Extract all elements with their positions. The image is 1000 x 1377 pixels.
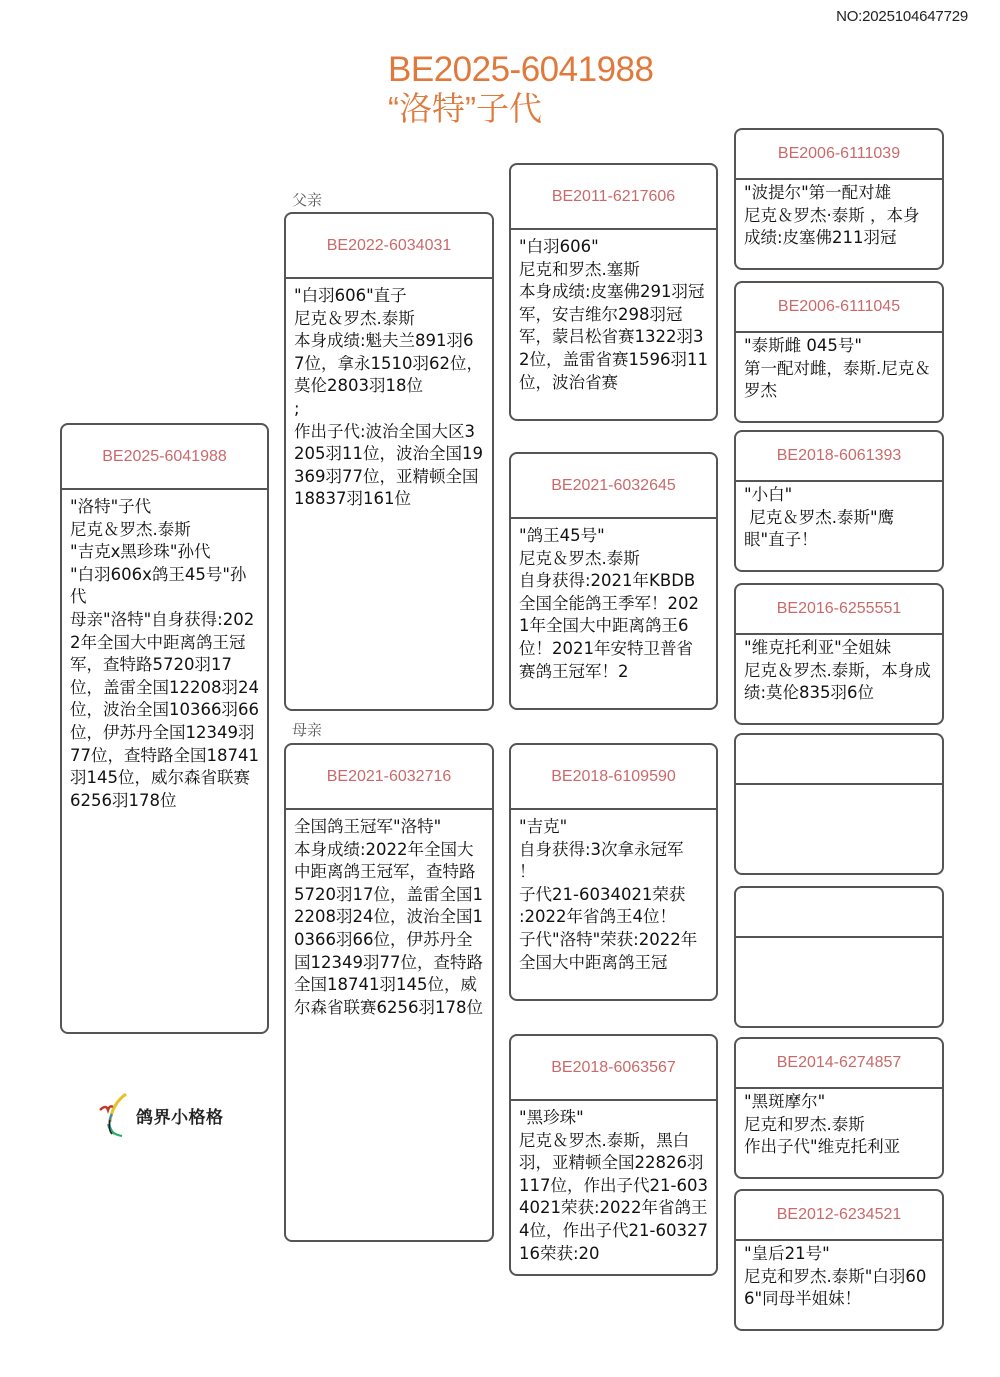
grandparent-ring: BE2018-6063567 [511,1036,716,1101]
father-label: 父亲 [292,191,323,209]
mother-card [284,743,494,1242]
father-card [284,212,494,711]
subject-card [60,423,269,1034]
grandparent-description: "鸽王45号" 尼克＆罗杰.泰斯 自身获得:2021年KBDB全国全能鸽王季军！2021年全国大中距离鸽王6位！2021年安特卫普省赛鸽王冠军！2 [519,526,699,681]
great-grandparent-ring: BE2006-6111045 [736,283,942,333]
great-grandparent-card [734,583,944,725]
subject-ring: BE2025-6041988 [62,425,267,490]
great-grandparent-description: "维克托利亚"全姐妹 尼克＆罗杰.泰斯，本身成绩:莫伦835羽6位 [744,638,931,703]
great-grandparent-description: "皇后21号" 尼克和罗杰.泰斯"白羽606"同母半姐妹！ [744,1244,927,1309]
grandparent-ring: BE2018-6109590 [511,745,716,810]
grandparent-description: "白羽606" 尼克和罗杰.塞斯 本身成绩:皮塞佛291羽冠军，安吉维尔298羽冠军，蒙吕松省赛1322羽32位，盖雷省赛1596羽11位，波治省赛 [519,237,708,392]
great-grandparent-card-empty [734,733,944,875]
great-grandparent-ring: BE2012-6234521 [736,1191,942,1241]
subject-description: "洛特"子代 尼克＆罗杰.泰斯 "吉克x黑珍珠"孙代 "白羽606x鸽王45号"孙代 母亲"洛特"自身获得:2022年全国大中距离鸽王冠军，查特路5720羽17位，盖雷全国12208羽24位，波治全国10366羽66位，伊苏丹全国12349羽77位，查特路全国18741羽145位，威尔森省联赛6256羽178位 [70,497,259,810]
grandparent-card [509,163,718,421]
great-grandparent-ring: BE2006-6111039 [736,130,942,180]
brand-logo [98,1090,238,1140]
grandparent-ring: BE2021-6032645 [511,454,716,519]
father-ring: BE2022-6034031 [286,214,492,279]
document-number: NO:2025104647729 [836,8,968,25]
great-grandparent-description [736,938,942,940]
father-description: "白羽606"直子 尼克＆罗杰.泰斯 本身成绩:魁夫兰891羽67位，拿永1510羽62位，莫伦2803羽18位 ; 作出子代:波治全国大区3205羽11位，波治全国19369羽77位，亚精顿全国18837羽161位 [294,286,483,509]
great-grandparent-description: "小白" 尼克＆罗杰.泰斯"鹰眼"直子！ [744,485,895,550]
great-grandparent-ring: BE2014-6274857 [736,1039,942,1089]
grandparent-description: "吉克" 自身获得:3次拿永冠军 ！ 子代21-6034021荣获 :2022年省鸽王4位！ 子代"洛特"荣获:2022年全国大中距离鸽王冠 [519,817,698,972]
great-grandparent-ring [736,888,942,938]
grandparent-card [509,1034,718,1276]
great-grandparent-description: "波提尔"第一配对雄 尼克＆罗杰·泰斯 ，本身成绩:皮塞佛211羽冠 [744,183,920,248]
great-grandparent-description [736,785,942,787]
mother-ring: BE2021-6032716 [286,745,492,810]
brand-name: 鸽界小格格 [136,1107,224,1128]
great-grandparent-description: "泰斯雌 045号" 第一配对雌，泰斯.尼克＆罗杰 [744,336,931,401]
great-grandparent-ring [736,735,942,785]
mother-description: 全国鸽王冠军"洛特" 本身成绩:2022年全国大中距离鸽王冠军，查特路5720羽17位，盖雷全国12208羽24位，波治全国10366羽66位，伊苏丹全国12349羽77位，查特路全国18741羽145位，威尔森省联赛6256羽178位 [294,817,483,1017]
mother-label: 母亲 [292,721,323,739]
great-grandparent-description: "黑斑摩尔" 尼克和罗杰.泰斯 作出子代"维克托利亚 [744,1092,901,1157]
great-grandparent-card [734,1037,944,1179]
great-grandparent-card [734,281,944,423]
title-subtitle: “洛特”子代 [388,90,542,127]
page-title [388,50,653,128]
great-grandparent-card [734,430,944,572]
grandparent-ring: BE2011-6217606 [511,165,716,230]
great-grandparent-card [734,128,944,270]
bird-swoosh-icon [98,1090,132,1140]
grandparent-card [509,452,718,710]
title-ring: BE2025-6041988 [388,50,654,89]
great-grandparent-ring: BE2018-6061393 [736,432,942,482]
great-grandparent-card [734,1189,944,1331]
great-grandparent-card-empty [734,886,944,1028]
grandparent-description: "黑珍珠" 尼克＆罗杰.泰斯，黑白羽，亚精顿全国22826羽117位，作出子代21-6034021荣获:2022年省鸽王4位，作出子代21-6032716荣获:20 [519,1108,708,1263]
grandparent-card [509,743,718,1001]
great-grandparent-ring: BE2016-6255551 [736,585,942,635]
